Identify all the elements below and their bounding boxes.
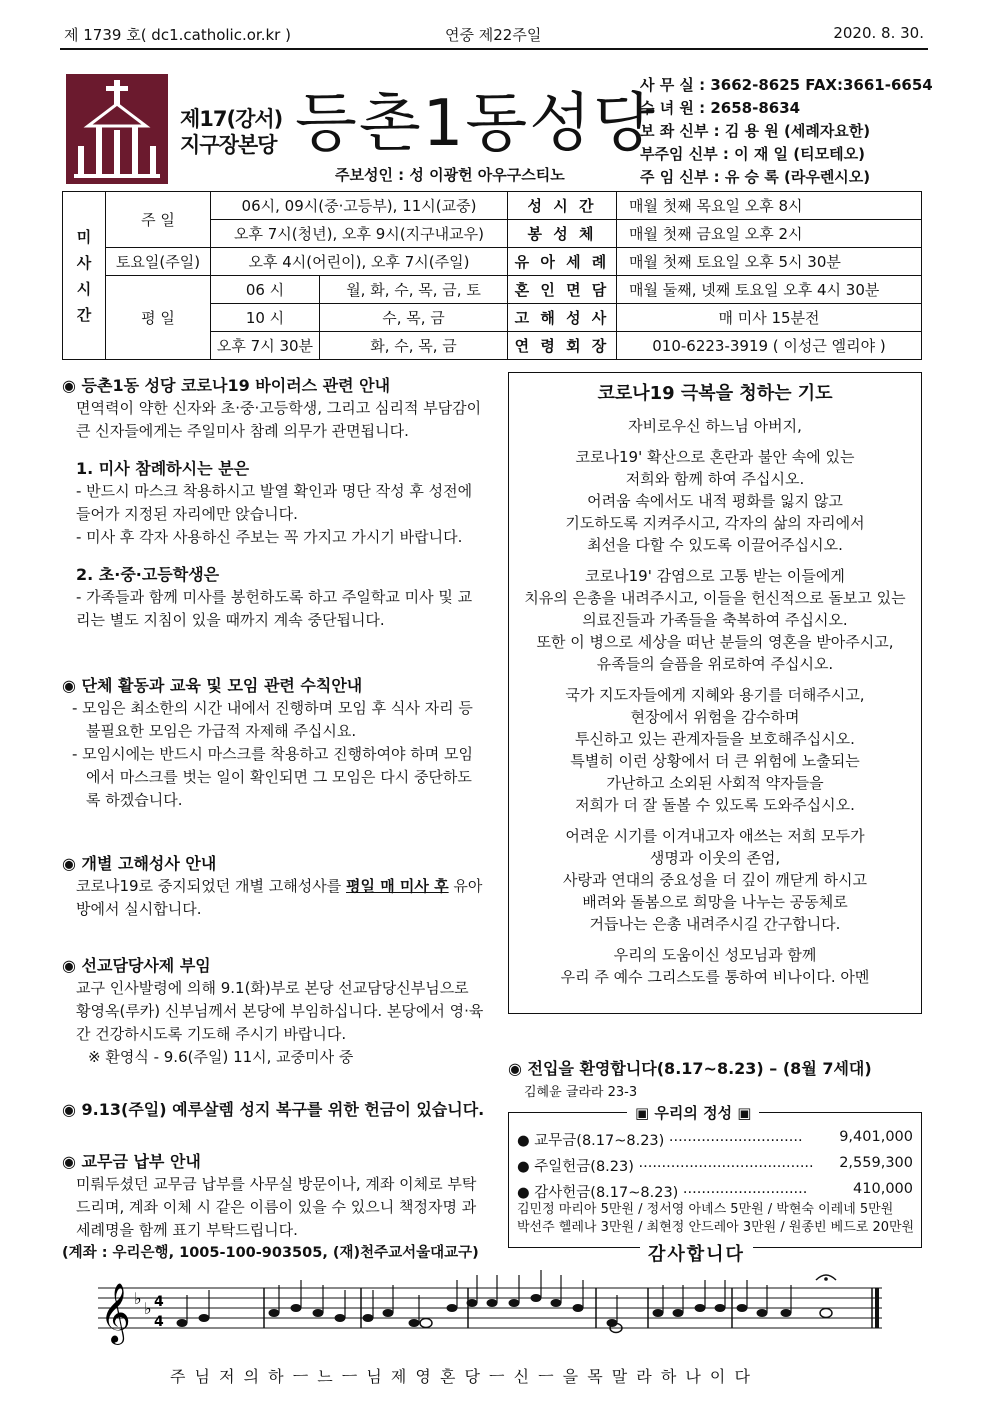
- svg-text:𝄞: 𝄞: [100, 1283, 131, 1343]
- offering-title: ▣ 우리의 정성 ▣: [627, 1102, 759, 1123]
- mass-schedule-table: [62, 191, 922, 360]
- dues-body: 미뤄두셨던 교무금 납부를 사무실 방문이나, 계좌 이체로 부탁드리며, 계좌 이체 시 같은 이름이 있을 수 있으니 책정자명 과 세례명을 함께 표기 부탁드립니다.: [76, 1175, 477, 1239]
- covid-prayer-box: [508, 372, 922, 1014]
- prayer-stanza: [509, 825, 921, 935]
- weekday-time: 오후 7시 30분: [211, 332, 320, 360]
- mission-notice: [62, 954, 486, 1069]
- prayer-line: 저희가 더 잘 돌볼 수 있도록 도와주십시오.: [575, 796, 855, 814]
- group-line1: - 모임은 최소한의 시간 내에서 진행하며 모임 후 식사 자리 등 불필요한 모임은 가급적 자제해 주십시요.: [72, 699, 473, 740]
- sunday-times-2: 오후 7시(청년), 오후 9시(지구내교우): [211, 220, 508, 248]
- thanks-text: 감사합니다: [640, 1240, 753, 1266]
- sub2-line1: - 가족들과 함께 미사를 봉헌하도록 하고 주일학교 미사 및 교리는 별도 지침이 있을 때까지 계속 중단됩니다.: [76, 588, 473, 629]
- weekday-time: 06 시: [211, 276, 320, 304]
- covid-notice: [62, 374, 486, 632]
- welcome-names: 김혜윤 글라라 23-3: [524, 1085, 638, 1100]
- svg-text:♭: ♭: [144, 1299, 152, 1318]
- service-label: 혼 인 면 담: [508, 276, 617, 304]
- prayer-line: 어려움 속에서도 내적 평화를 잃지 않고: [587, 492, 843, 510]
- prayer-line: 우리의 도움이신 성모님과 함께: [613, 946, 817, 964]
- prayer-stanza: [509, 415, 921, 437]
- service-value: 매월 둘째, 넷째 토요일 오후 4시 30분: [617, 276, 922, 304]
- prayer-line: 사랑과 연대의 중요성을 더 깊이 깨닫게 하시고: [563, 871, 867, 889]
- saturday-label: 토요일(주일): [106, 248, 211, 276]
- liturgical-week: 연중 제22주일: [445, 26, 542, 44]
- svg-text:4: 4: [154, 1294, 164, 1310]
- header-bar: [60, 20, 928, 50]
- weekday-days: 수, 목, 금: [320, 304, 508, 332]
- convent-phone: 수 녀 원 : 2658-8634: [640, 99, 801, 117]
- offering-row: ● 감사헌금(8.17~8.23) ··························· 410,000: [517, 1181, 913, 1201]
- weekday-days: 화, 수, 목, 금: [320, 332, 508, 360]
- sub1-line2: - 미사 후 각자 사용하신 주보는 꼭 가지고 가시기 바랍니다.: [76, 528, 463, 546]
- music-lyrics: 주 님 저 의 하 ㅡ 느 ㅡ 님 제 영 혼 당 ㅡ 신 ㅡ 을 목 말 라 하 나 이 다: [170, 1367, 751, 1386]
- prayer-title: 코로나19 극복을 청하는 기도: [597, 383, 833, 404]
- offering-row: ● 교무금(8.17~8.23) ····························· 9,401,000: [517, 1129, 913, 1149]
- confession-body: 코로나19로 중지되었던 개별 고해성사를 평일 매 미사 후 유아방에서 실시합니다.: [76, 877, 483, 918]
- prayer-line: 기도하도록 지켜주시고, 각자의 삶의 자리에서: [565, 514, 865, 532]
- service-value: 매월 첫째 토요일 오후 5시 30분: [617, 248, 922, 276]
- prayer-line: 투신하고 있는 관계자들을 보호해주십시오.: [575, 730, 855, 748]
- prayer-line: 최선을 다할 수 있도록 이끌어주십시오.: [587, 536, 843, 554]
- district-label: 제17(강서) 지구장본당: [180, 107, 283, 157]
- prayer-line: 배려와 돌봄으로 희망을 나누는 공동체로: [582, 893, 848, 911]
- sunday-label: 주 일: [106, 192, 211, 248]
- service-value: 매월 첫째 금요일 오후 2시: [617, 220, 922, 248]
- covid-title: ◉ 등촌1동 성당 코로나19 바이러스 관련 안내: [62, 376, 391, 395]
- service-label: 성 시 간: [508, 192, 617, 220]
- sub1-title: 1. 미사 참례하시는 분은: [76, 459, 250, 478]
- svg-text:♭: ♭: [134, 1289, 142, 1308]
- prayer-stanza: [509, 684, 921, 816]
- mission-note: ※ 환영식 - 9.6(주일) 11시, 교중미사 중: [88, 1048, 354, 1066]
- prayer-line: 가난하고 소외된 사회적 약자들을: [606, 774, 824, 792]
- prayer-line: 유족들의 슬픔을 위로하여 주십시오.: [596, 655, 834, 673]
- prayer-line: 코로나19' 감염으로 고통 받는 이들에게: [585, 567, 845, 585]
- prayer-line: 또한 이 병으로 세상을 떠난 분들의 영혼을 받아주시고,: [536, 633, 894, 651]
- service-label: 봉 성 체: [508, 220, 617, 248]
- patron-saint: 주보성인 : 성 이광헌 아우구스티노: [335, 166, 565, 184]
- service-label: 연 령 회 장: [508, 332, 617, 360]
- prayer-stanza: [509, 565, 921, 675]
- prayer-line: 생명과 이웃의 존엄,: [649, 849, 781, 867]
- covid-intro: 면역력이 약한 신자와 초·중·고등학생, 그리고 심리적 부담감이 큰 신자들에게는 주일미사 참례 의무가 관면됩니다.: [76, 399, 482, 440]
- group-notice: [62, 674, 486, 812]
- prayer-line: 우리 주 예수 그리스도를 통하여 비나이다. 아멘: [560, 968, 870, 986]
- church-logo-icon: [66, 74, 168, 184]
- prayer-line: 특별히 이런 상황에서 더 큰 위험에 노출되는: [570, 752, 860, 770]
- prayer-line: 현장에서 위험을 감수하며: [630, 708, 800, 726]
- offering-row: ● 주일헌금(8.23) ······································ 2,559,300: [517, 1155, 913, 1175]
- service-value: 매 미사 15분전: [617, 304, 922, 332]
- svg-text:4: 4: [154, 1314, 164, 1330]
- group-line2: - 모임시에는 반드시 마스크를 착용하고 진행하여야 하며 모임에서 마스크를 벗는 일이 확인되면 그 모임은 다시 중단하도록 하겠습니다.: [72, 745, 474, 809]
- contact-info: [640, 74, 933, 189]
- music-staff-icon: [96, 1268, 886, 1368]
- prayer-stanza: [509, 446, 921, 556]
- dues-notice: [62, 1150, 486, 1265]
- prayer-line: 저희와 함께 하여 주십시오.: [625, 470, 805, 488]
- welcome-title: ◉ 전입을 환영합니다(8.17~8.23) – (8월 7세대): [508, 1059, 872, 1078]
- confession-title: ◉ 개별 고해성사 안내: [62, 854, 217, 873]
- prayer-line: 의료진들과 가족들을 축복하여 주십시오.: [582, 611, 848, 629]
- offering-box: [508, 1104, 922, 1248]
- service-value: 매월 첫째 목요일 오후 8시: [617, 192, 922, 220]
- parish-title: 등촌1동성당: [295, 87, 657, 161]
- saturday-times: 오후 4시(어린이), 오후 7시(주일): [211, 248, 508, 276]
- prayer-line: 어려운 시기를 이겨내고자 애쓰는 저희 모두가: [565, 827, 865, 845]
- prayer-line: 거듭나는 은총 내려주시길 간구합니다.: [589, 915, 841, 933]
- mass-time-label: 미 사 시 간: [63, 192, 106, 360]
- sub2-title: 2. 초·중·고등학생은: [76, 565, 220, 584]
- issue-number: 제 1739 호( dc1.catholic.or.kr ): [64, 26, 291, 44]
- prayer-body: [509, 415, 921, 988]
- confession-notice: [62, 852, 486, 921]
- sunday-times-1: 06시, 09시(중·고등부), 11시(교중): [211, 192, 508, 220]
- weekday-time: 10 시: [211, 304, 320, 332]
- associate-priest: 부주임 신부 : 이 재 일 (티모테오): [640, 145, 865, 163]
- donor-list: 김민정 마리아 5만원 / 정서영 아녜스 5만원 / 박현숙 이레네 5만원 박선주 헬레나 3만원 / 최현정 안드레아 3만원 / 원종빈 베드로 20만원: [517, 1202, 915, 1235]
- service-value: 010-6223-3919 ( 이성근 엘리야 ): [617, 332, 922, 360]
- prayer-line: 국가 지도자들에게 지혜와 용기를 더해주시고,: [565, 686, 865, 704]
- assistant-priest: 보 좌 신부 : 김 용 원 (세례자요한): [640, 122, 871, 140]
- sub1-line1: - 반드시 마스크 착용하시고 발열 확인과 명단 작성 후 성전에 들어가 지정된 자리에만 앉습니다.: [76, 482, 473, 523]
- mission-title: ◉ 선교담당사제 부임: [62, 956, 211, 975]
- weekday-days: 월, 화, 수, 목, 금, 토: [320, 276, 508, 304]
- issue-date: 2020. 8. 30.: [833, 24, 924, 42]
- office-phone: 사 무 실 : 3662-8625 FAX:3661-6654: [640, 76, 933, 94]
- weekday-label: 평 일: [106, 276, 211, 360]
- service-label: 유 아 세 례: [508, 248, 617, 276]
- jerusalem-notice: ◉ 9.13(주일) 예루살렘 성지 복구를 위한 헌금이 있습니다.: [62, 1100, 485, 1119]
- group-title: ◉ 단체 활동과 교육 및 모임 관련 수칙안내: [62, 676, 363, 695]
- pastor: 주 임 신부 : 유 승 록 (라우렌시오): [640, 168, 871, 186]
- prayer-line: 치유의 은총을 내려주시고, 이들을 헌신적으로 돌보고 있는: [524, 589, 906, 607]
- prayer-line: 자비로우신 하느님 아버지,: [628, 417, 802, 435]
- mission-body: 교구 인사발령에 의해 9.1(화)부로 본당 선교담당신부님으로 황영옥(루카) 신부님께서 본당에 부임하십니다. 본당에서 영·육간 건강하시도록 기도해 주시기 바랍니다.: [76, 979, 484, 1043]
- dues-title: ◉ 교무금 납부 안내: [62, 1152, 201, 1171]
- service-label: 고 해 성 사: [508, 304, 617, 332]
- dues-account: (계좌 : 우리은행, 1005-100-903505, (재)천주교서울대교구): [62, 1245, 479, 1261]
- prayer-line: 코로나19' 확산으로 혼란과 불안 속에 있는: [575, 448, 855, 466]
- prayer-stanza: [509, 944, 921, 988]
